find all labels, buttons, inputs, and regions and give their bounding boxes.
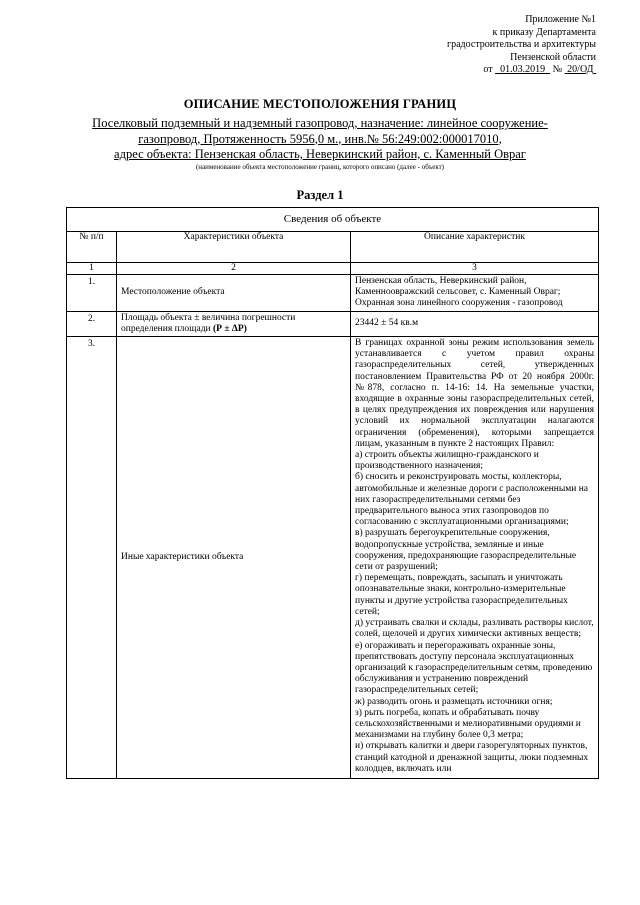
appendix-line: градостроительства и архитектуры: [447, 39, 596, 50]
header-num: № п/п: [67, 232, 117, 263]
area-formula: (Р ± ΔР): [213, 323, 247, 334]
object-description-line: адрес объекта: Пензенская область, Неверкинский район, с. Каменный Овраг: [114, 147, 526, 161]
description-paragraph: з) рыть погреба, копать и обрабатывать почву сельскохозяйственными и мелиоративными орудиями и механизмами на глубину более 0,3 метра;: [355, 707, 581, 741]
description-paragraph: в) разрушать берегоукрепительные сооружения, водопропускные устройства, земляные и иные сооружения, предохраняющие газораспределительные сети от разрушений;: [355, 528, 577, 573]
description-paragraph: В границах охранной зоны режим использования земель устанавливается с учетом правил охраны газораспределительных сетей, утвержденных постановлением Правительства РФ от 20 ноября 2000г. №878, согласно п. 14-16: 14. На земельные участки, входящие в охранные зоны газораспределительных сетей, в целях предупреждения их повреждения или нарушения условий их нормальной эксплуатации налагаются ограничения (обременения), которыми запрещается лицам, указанным в пункте 2 настоящих Правил:: [355, 338, 594, 449]
column-number: 2: [117, 263, 351, 275]
header-description: Описание характеристик: [351, 232, 599, 263]
description-paragraph: е) огораживать и перегораживать охранные зоны, препятствовать доступу персонала эксплуатационных организаций к газораспределительным сетям, проведению обслуживания и устранению повреждений газораспределительных сетей;: [355, 640, 593, 696]
row-number: 3.: [67, 337, 117, 779]
table-row: [67, 311, 599, 336]
object-description-line: Поселковый подземный и надземный газопровод, назначение: линейное сооружение-: [92, 116, 548, 130]
appendix-line: Приложение №1: [525, 14, 596, 25]
section-title: Раздел 1: [296, 188, 344, 202]
order-date: 01.03.2019: [500, 64, 546, 75]
description-paragraph: б) сносить и реконструировать мосты, коллекторы, автомобильные и железные дороги с расположенными на них газораспределительными сетями без предварительного выноса этих газопроводов по согласованию с эксплуатационными организациями;: [355, 472, 589, 528]
object-description: [60, 116, 580, 163]
description-paragraph: д) устраивать свалки и склады, разливать растворы кислот, солей, щелочей и других химически активных веществ;: [355, 618, 594, 640]
document-title: ОПИСАНИЕ МЕСТОПОЛОЖЕНИЯ ГРАНИЦ: [183, 97, 457, 111]
order-number: 20/ОД: [567, 64, 594, 75]
table-row: [67, 337, 599, 779]
row-description: [351, 337, 599, 779]
appendix-block: [376, 14, 596, 77]
object-description-line: газопровод, Протяженность 5956,0 м., инв.№ 56:249:002:000017010,: [138, 131, 502, 146]
order-reference: [376, 64, 596, 77]
column-number: 3: [351, 263, 599, 275]
row-description: 23442 ± 54 кв.м: [351, 311, 599, 336]
description-paragraph: г) перемещать, повреждать, засыпать и уничтожать опознавательные знаки, контрольно-измерительные пункты и другие устройства газораспределительных сетей;: [355, 573, 568, 617]
table-header-row: [67, 232, 599, 263]
table-row: [67, 275, 599, 312]
appendix-line: к приказу Департамента: [492, 26, 596, 38]
column-number-row: [67, 263, 599, 275]
order-number-label: №: [552, 64, 563, 75]
object-note: (наименование объекта местоположение границ, которого описано (далее - объект): [195, 163, 445, 171]
appendix-line: Пензенской области: [510, 51, 596, 63]
row-characteristic: Местоположение объекта: [117, 275, 351, 312]
row-description: Пензенская область, Неверкинский район, Каменноовражский сельсовет, с. Каменный Овраг; Охранная зона линейного сооружения - газопровод: [351, 275, 599, 312]
row-number: 1.: [67, 275, 117, 312]
object-info-table: [66, 207, 599, 779]
order-prefix: от: [483, 64, 493, 75]
row-number: 2.: [67, 311, 117, 336]
row-characteristic: Площадь объекта ± величина погрешности определения площади (Р ± ΔР): [117, 311, 351, 336]
description-paragraph: и) открывать калитки и двери газорегуляторных пунктов, станций катодной и дренажной защиты, люки подземных колодцев, включать или: [355, 741, 589, 774]
description-paragraph: ж) разводить огонь и размещать источники огня;: [355, 696, 553, 707]
table-caption: Сведения об объекте: [67, 208, 599, 232]
header-characteristic: Характеристики объекта: [117, 232, 351, 263]
row-characteristic: Иные характеристики объекта: [117, 337, 351, 779]
column-number: 1: [67, 263, 117, 275]
description-paragraph: а) строить объекты жилищно-гражданского и производственного назначения;: [355, 450, 539, 472]
